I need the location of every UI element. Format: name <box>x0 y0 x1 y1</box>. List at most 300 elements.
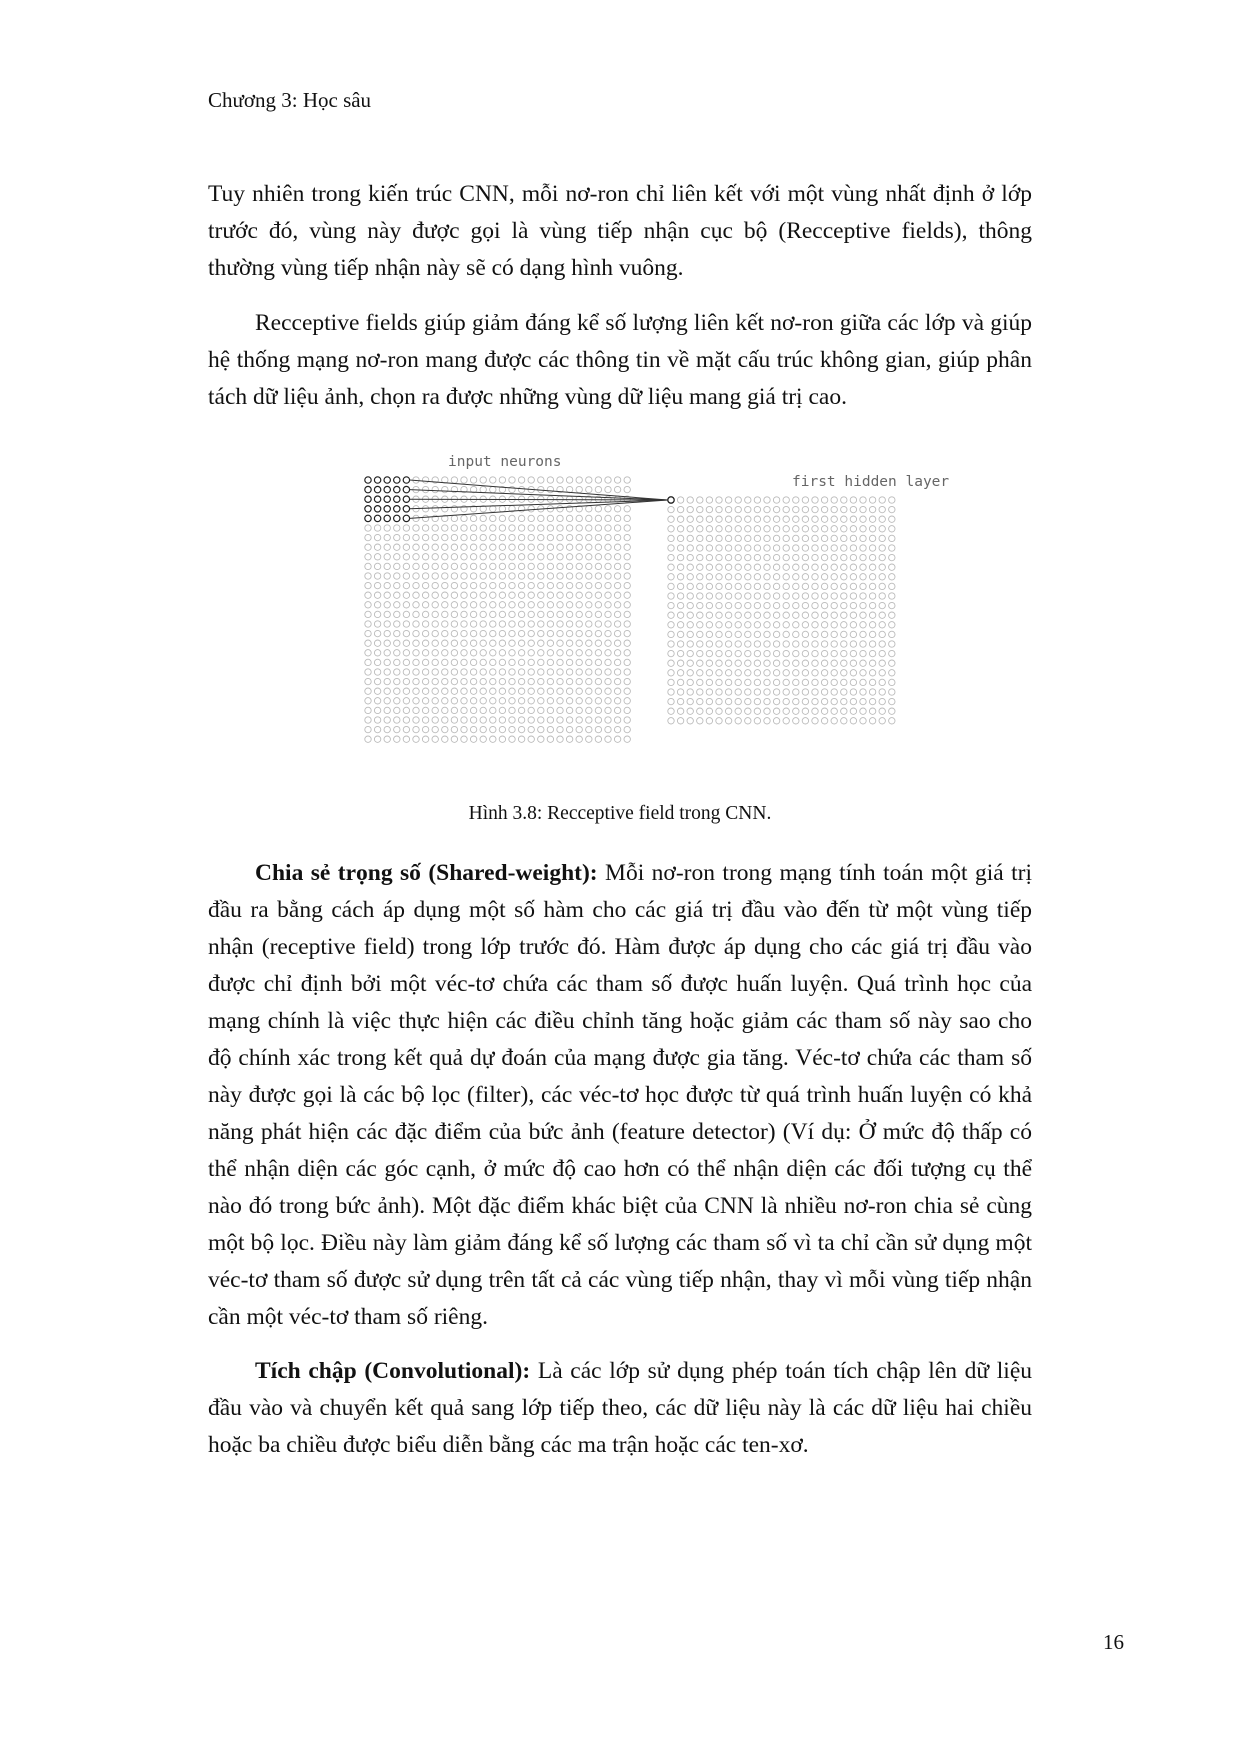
hidden-neuron <box>773 689 779 695</box>
input-neuron <box>403 698 409 704</box>
input-neuron <box>442 602 448 608</box>
hidden-neuron <box>841 583 847 589</box>
input-neuron <box>557 611 563 617</box>
input-neuron <box>595 486 601 492</box>
input-neuron <box>538 554 544 560</box>
hidden-neuron <box>841 622 847 628</box>
hidden-neuron <box>697 506 703 512</box>
input-neuron <box>595 698 601 704</box>
input-neuron <box>403 678 409 684</box>
input-neuron <box>403 621 409 627</box>
input-neuron <box>566 602 572 608</box>
input-neuron <box>566 669 572 675</box>
input-neuron <box>470 688 476 694</box>
input-neuron <box>413 678 419 684</box>
input-neuron <box>614 707 620 713</box>
input-neuron <box>490 534 496 540</box>
hidden-neuron <box>793 535 799 541</box>
hidden-neuron <box>716 612 722 618</box>
hidden-neuron <box>773 516 779 522</box>
hidden-neuron <box>860 622 866 628</box>
input-neuron <box>557 688 563 694</box>
input-neuron <box>518 611 524 617</box>
hidden-neuron <box>802 593 808 599</box>
input-neuron <box>451 650 457 656</box>
input-neuron <box>547 573 553 579</box>
input-neuron <box>547 688 553 694</box>
hidden-neuron <box>773 612 779 618</box>
hidden-neuron <box>706 545 712 551</box>
input-neuron <box>518 640 524 646</box>
input-neuron <box>480 544 486 550</box>
input-neuron <box>576 621 582 627</box>
receptive-field-neuron <box>365 496 371 502</box>
input-neuron <box>432 659 438 665</box>
hidden-neuron <box>821 679 827 685</box>
hidden-neuron <box>687 506 693 512</box>
input-neuron <box>384 650 390 656</box>
hidden-neuron <box>860 679 866 685</box>
input-neuron <box>557 726 563 732</box>
hidden-neuron <box>783 516 789 522</box>
input-neuron <box>566 515 572 521</box>
input-neuron <box>422 486 428 492</box>
hidden-neuron <box>668 718 674 724</box>
input-neuron <box>394 717 400 723</box>
input-neuron <box>509 573 515 579</box>
input-neuron <box>605 717 611 723</box>
hidden-neuron <box>754 574 760 580</box>
input-neuron <box>595 650 601 656</box>
hidden-neuron <box>869 718 875 724</box>
hidden-neuron <box>754 593 760 599</box>
hidden-neuron <box>831 708 837 714</box>
hidden-neuron <box>764 574 770 580</box>
hidden-neuron <box>793 516 799 522</box>
input-neuron <box>547 563 553 569</box>
input-neuron <box>394 573 400 579</box>
hidden-neuron <box>735 650 741 656</box>
hidden-neuron <box>764 708 770 714</box>
input-neuron <box>624 525 630 531</box>
input-neuron <box>586 554 592 560</box>
hidden-neuron <box>677 612 683 618</box>
hidden-neuron <box>812 516 818 522</box>
input-neuron <box>470 669 476 675</box>
hidden-neuron <box>754 516 760 522</box>
hidden-neuron <box>745 497 751 503</box>
input-neuron <box>480 477 486 483</box>
hidden-neuron <box>706 708 712 714</box>
hidden-neuron <box>793 545 799 551</box>
input-neuron <box>509 582 515 588</box>
input-neuron <box>490 621 496 627</box>
input-neuron <box>442 506 448 512</box>
input-neuron <box>586 707 592 713</box>
hidden-neuron <box>879 564 885 570</box>
input-neuron <box>576 726 582 732</box>
input-neuron <box>605 486 611 492</box>
hidden-neuron <box>677 564 683 570</box>
input-neuron <box>538 650 544 656</box>
input-neuron <box>595 477 601 483</box>
input-neuron <box>490 477 496 483</box>
input-neuron <box>576 573 582 579</box>
input-neuron <box>595 602 601 608</box>
hidden-neuron <box>831 660 837 666</box>
input-neuron <box>499 707 505 713</box>
input-neuron <box>451 717 457 723</box>
input-neuron <box>595 554 601 560</box>
input-neuron <box>480 534 486 540</box>
hidden-neuron <box>783 554 789 560</box>
hidden-neuron <box>783 631 789 637</box>
input-neuron <box>614 678 620 684</box>
hidden-neuron <box>735 602 741 608</box>
input-neuron <box>538 698 544 704</box>
hidden-neuron <box>831 689 837 695</box>
input-neuron <box>605 554 611 560</box>
input-neuron <box>490 544 496 550</box>
input-neuron <box>384 717 390 723</box>
hidden-neuron <box>783 612 789 618</box>
receptive-field-neuron <box>384 496 390 502</box>
hidden-neuron <box>668 554 674 560</box>
hidden-neuron <box>841 660 847 666</box>
hidden-neuron <box>735 506 741 512</box>
input-neuron <box>614 582 620 588</box>
hidden-neuron <box>754 660 760 666</box>
input-neuron <box>605 544 611 550</box>
receptive-field-neuron <box>374 486 380 492</box>
hidden-neuron <box>677 698 683 704</box>
hidden-neuron <box>716 526 722 532</box>
hidden-neuron <box>725 708 731 714</box>
hidden-neuron <box>869 602 875 608</box>
input-neuron <box>614 688 620 694</box>
input-neuron <box>365 544 371 550</box>
input-neuron <box>374 736 380 742</box>
hidden-neuron <box>677 535 683 541</box>
input-neuron <box>509 592 515 598</box>
input-neuron <box>557 506 563 512</box>
input-neuron <box>499 554 505 560</box>
input-neuron <box>605 534 611 540</box>
input-neuron <box>576 592 582 598</box>
input-neuron <box>605 707 611 713</box>
hidden-neuron <box>687 650 693 656</box>
hidden-neuron <box>889 516 895 522</box>
hidden-neuron <box>850 622 856 628</box>
input-neuron <box>403 736 409 742</box>
input-neuron <box>528 621 534 627</box>
input-neuron <box>451 669 457 675</box>
input-neuron <box>365 717 371 723</box>
input-neuron <box>595 659 601 665</box>
hidden-neuron <box>697 679 703 685</box>
hidden-neuron <box>725 698 731 704</box>
input-neuron <box>403 544 409 550</box>
hidden-neuron <box>697 708 703 714</box>
input-neuron <box>365 688 371 694</box>
hidden-neuron <box>793 631 799 637</box>
input-neuron <box>470 525 476 531</box>
input-neuron <box>614 717 620 723</box>
receptive-field-neuron <box>365 477 371 483</box>
input-neuron <box>451 592 457 598</box>
hidden-neuron <box>706 698 712 704</box>
input-neuron <box>451 554 457 560</box>
input-neuron <box>461 602 467 608</box>
hidden-neuron <box>773 583 779 589</box>
hidden-neuron <box>725 564 731 570</box>
input-neuron <box>614 563 620 569</box>
hidden-neuron <box>697 631 703 637</box>
convolutional-body: Là các lớp sử dụng phép toán tích chập lên dữ liệu đầu vào và chuyển kết quả sang lớp tiếp theo, các dữ liệu này là các dữ liệu hai chiều hoặc ba chiều được biểu diễn bằng các ma trận hoặc các ten-xơ. <box>208 1358 1033 1458</box>
hidden-neuron <box>879 535 885 541</box>
input-neuron <box>490 525 496 531</box>
hidden-neuron <box>764 660 770 666</box>
hidden-neuron <box>764 554 770 560</box>
hidden-neuron <box>745 698 751 704</box>
input-neuron <box>480 650 486 656</box>
input-neuron <box>374 573 380 579</box>
input-neuron <box>547 659 553 665</box>
hidden-neuron <box>668 574 674 580</box>
input-neuron <box>451 640 457 646</box>
input-neuron <box>394 525 400 531</box>
hidden-neuron <box>706 583 712 589</box>
hidden-neuron <box>677 526 683 532</box>
hidden-neuron <box>850 708 856 714</box>
input-neuron <box>442 573 448 579</box>
input-neuron <box>413 602 419 608</box>
hidden-neuron <box>773 535 779 541</box>
input-neuron <box>403 582 409 588</box>
hidden-neuron <box>889 718 895 724</box>
hidden-neuron <box>725 650 731 656</box>
input-neuron <box>394 602 400 608</box>
input-neuron <box>605 477 611 483</box>
hidden-neuron <box>716 650 722 656</box>
input-neuron <box>432 554 438 560</box>
hidden-neuron <box>821 526 827 532</box>
input-neuron <box>547 630 553 636</box>
input-neuron <box>432 582 438 588</box>
hidden-neuron <box>745 708 751 714</box>
hidden-neuron <box>697 670 703 676</box>
input-neuron <box>470 515 476 521</box>
input-neuron <box>480 573 486 579</box>
input-neuron <box>614 525 620 531</box>
input-neuron <box>499 678 505 684</box>
input-neuron <box>499 698 505 704</box>
input-neuron <box>576 544 582 550</box>
hidden-neuron <box>783 574 789 580</box>
input-neuron <box>365 630 371 636</box>
hidden-neuron <box>687 708 693 714</box>
hidden-neuron <box>745 660 751 666</box>
input-neuron <box>509 563 515 569</box>
hidden-neuron <box>869 564 875 570</box>
hidden-neuron <box>783 506 789 512</box>
input-neuron <box>422 563 428 569</box>
hidden-neuron <box>793 689 799 695</box>
input-neuron <box>470 678 476 684</box>
input-neuron <box>374 726 380 732</box>
input-neuron <box>442 678 448 684</box>
hidden-neuron <box>668 660 674 666</box>
hidden-neuron <box>745 574 751 580</box>
hidden-neuron <box>812 689 818 695</box>
input-neuron <box>499 630 505 636</box>
input-neuron <box>566 736 572 742</box>
input-neuron <box>442 611 448 617</box>
input-neuron <box>490 717 496 723</box>
input-neuron <box>509 525 515 531</box>
hidden-neuron <box>850 679 856 685</box>
input-neuron <box>422 544 428 550</box>
hidden-neuron <box>677 593 683 599</box>
input-neuron <box>384 611 390 617</box>
paragraph-2: Recceptive fields giúp giảm đáng kể số lượng liên kết nơ-ron giữa các lớp và giúp hệ thống mạng nơ-ron mang được các thông tin về mặt cấu trúc không gian, giúp phân tách dữ liệu ảnh, chọn ra được những vùng dữ liệu mang giá trị cao. <box>208 310 1032 410</box>
input-neuron <box>451 602 457 608</box>
input-neuron <box>442 534 448 540</box>
hidden-neuron <box>725 660 731 666</box>
input-neuron <box>614 621 620 627</box>
input-neuron <box>470 573 476 579</box>
hidden-neuron <box>725 506 731 512</box>
hidden-neuron <box>841 602 847 608</box>
input-neuron <box>432 592 438 598</box>
hidden-neuron <box>869 545 875 551</box>
hidden-neuron <box>879 612 885 618</box>
input-neuron <box>528 592 534 598</box>
receptive-field-neuron <box>394 496 400 502</box>
input-neuron <box>547 621 553 627</box>
hidden-neuron-grid <box>668 497 895 724</box>
input-neuron <box>432 688 438 694</box>
hidden-neuron <box>706 564 712 570</box>
input-neuron <box>499 650 505 656</box>
hidden-neuron <box>889 574 895 580</box>
hidden-neuron <box>802 497 808 503</box>
input-neuron <box>499 602 505 608</box>
input-neuron <box>422 611 428 617</box>
hidden-neuron <box>783 641 789 647</box>
hidden-neuron <box>725 593 731 599</box>
input-neuron <box>566 544 572 550</box>
hidden-neuron <box>745 526 751 532</box>
hidden-neuron <box>869 497 875 503</box>
input-neuron <box>442 621 448 627</box>
hidden-neuron <box>735 583 741 589</box>
hidden-neuron <box>735 708 741 714</box>
hidden-neuron <box>716 583 722 589</box>
hidden-neuron <box>860 641 866 647</box>
input-neuron <box>365 611 371 617</box>
input-neuron <box>365 582 371 588</box>
hidden-neuron <box>850 564 856 570</box>
input-neuron <box>403 592 409 598</box>
hidden-neuron <box>869 689 875 695</box>
hidden-neuron <box>773 564 779 570</box>
input-neuron <box>451 688 457 694</box>
input-neuron <box>595 515 601 521</box>
input-neuron <box>595 506 601 512</box>
input-neuron <box>413 611 419 617</box>
input-neuron <box>384 707 390 713</box>
hidden-neuron <box>879 497 885 503</box>
input-neuron <box>528 707 534 713</box>
input-neuron <box>547 698 553 704</box>
input-neuron <box>384 554 390 560</box>
input-neuron <box>461 688 467 694</box>
hidden-neuron <box>716 497 722 503</box>
hidden-neuron <box>850 593 856 599</box>
input-neuron <box>614 486 620 492</box>
input-neuron <box>614 592 620 598</box>
input-neuron <box>442 717 448 723</box>
hidden-neuron <box>668 506 674 512</box>
input-neuron <box>490 554 496 560</box>
hidden-neuron <box>725 535 731 541</box>
input-neuron <box>442 707 448 713</box>
input-neuron <box>538 717 544 723</box>
input-neuron <box>461 582 467 588</box>
hidden-neuron <box>773 650 779 656</box>
input-neuron <box>586 602 592 608</box>
receptive-field-neuron <box>365 486 371 492</box>
input-neuron <box>413 630 419 636</box>
input-neuron <box>557 534 563 540</box>
hidden-neuron <box>821 622 827 628</box>
hidden-neuron <box>821 602 827 608</box>
input-neuron <box>480 736 486 742</box>
hidden-neuron <box>860 516 866 522</box>
hidden-neuron <box>831 670 837 676</box>
hidden-neuron <box>668 650 674 656</box>
hidden-neuron <box>687 526 693 532</box>
input-neuron <box>461 563 467 569</box>
input-neuron <box>422 582 428 588</box>
input-neuron <box>374 678 380 684</box>
input-neuron <box>538 630 544 636</box>
input-neuron <box>374 554 380 560</box>
input-neuron <box>576 630 582 636</box>
hidden-neuron <box>879 641 885 647</box>
input-neuron <box>547 611 553 617</box>
hidden-neuron <box>802 641 808 647</box>
input-neuron <box>547 726 553 732</box>
hidden-neuron <box>716 545 722 551</box>
input-neuron <box>566 573 572 579</box>
hidden-neuron <box>735 689 741 695</box>
input-neuron <box>442 563 448 569</box>
input-neuron <box>624 659 630 665</box>
hidden-neuron <box>697 650 703 656</box>
input-neuron <box>538 640 544 646</box>
input-neuron <box>586 573 592 579</box>
hidden-neuron <box>687 583 693 589</box>
hidden-neuron <box>889 564 895 570</box>
input-neuron <box>461 573 467 579</box>
hidden-neuron <box>850 612 856 618</box>
input-neuron <box>538 525 544 531</box>
input-neuron <box>480 602 486 608</box>
hidden-neuron <box>687 497 693 503</box>
hidden-neuron <box>764 516 770 522</box>
